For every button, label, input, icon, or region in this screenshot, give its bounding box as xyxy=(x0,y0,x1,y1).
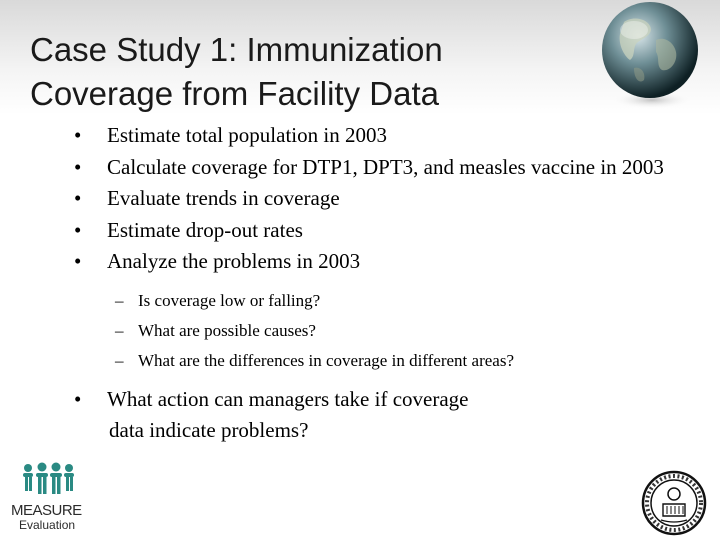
bullet-symbol: • xyxy=(74,154,82,179)
logo-sub-brand-text: Evaluation xyxy=(19,518,76,532)
bullet-text: Estimate drop-out rates xyxy=(107,217,303,242)
sub-bullet-item xyxy=(74,346,694,376)
sub-bullet-text: What are possible causes? xyxy=(138,320,316,340)
globe-icon xyxy=(590,0,710,115)
sub-bullet-item xyxy=(74,316,694,346)
bullet-item xyxy=(74,215,694,247)
logo-brand-text: MEASURE xyxy=(11,502,82,519)
bullet-text: Calculate coverage for DTP1, DPT3, and measles vaccine in 2003 xyxy=(107,154,664,179)
sub-bullet-item xyxy=(74,286,694,316)
title-line-1: Case Study 1: Immunization xyxy=(30,31,443,68)
sub-bullet-text: Is coverage low or falling? xyxy=(138,290,321,310)
bullet-item xyxy=(74,246,694,278)
bullet-text-line-1: What action can managers take if coverage xyxy=(107,386,469,411)
bullet-list xyxy=(74,120,694,447)
sub-bullet-dash: – xyxy=(115,290,124,310)
bullet-symbol: • xyxy=(74,217,82,242)
bullet-text: Estimate total population in 2003 xyxy=(107,123,387,147)
bullet-symbol: • xyxy=(74,249,82,273)
bullet-item xyxy=(74,384,694,447)
measure-people-icon xyxy=(20,462,76,502)
university-seal-icon xyxy=(641,470,707,536)
slide-title xyxy=(30,28,590,116)
sub-bullet-text: What are the differences in coverage in different areas? xyxy=(138,350,514,370)
measure-evaluation-logo xyxy=(8,462,83,534)
bullet-symbol: • xyxy=(74,186,82,210)
sub-bullet-dash: – xyxy=(115,320,124,340)
bullet-item xyxy=(74,120,694,152)
bullet-text-line-2: data indicate problems? xyxy=(109,418,309,442)
bullet-item xyxy=(74,183,694,215)
bullet-text: Evaluate trends in coverage xyxy=(107,186,340,210)
sub-bullet-dash: – xyxy=(115,350,124,370)
bullet-symbol: • xyxy=(74,123,82,147)
bullet-symbol: • xyxy=(74,386,82,411)
bullet-item xyxy=(74,152,694,184)
bullet-text: Analyze the problems in 2003 xyxy=(107,249,361,273)
title-line-2: Coverage from Facility Data xyxy=(30,75,439,112)
